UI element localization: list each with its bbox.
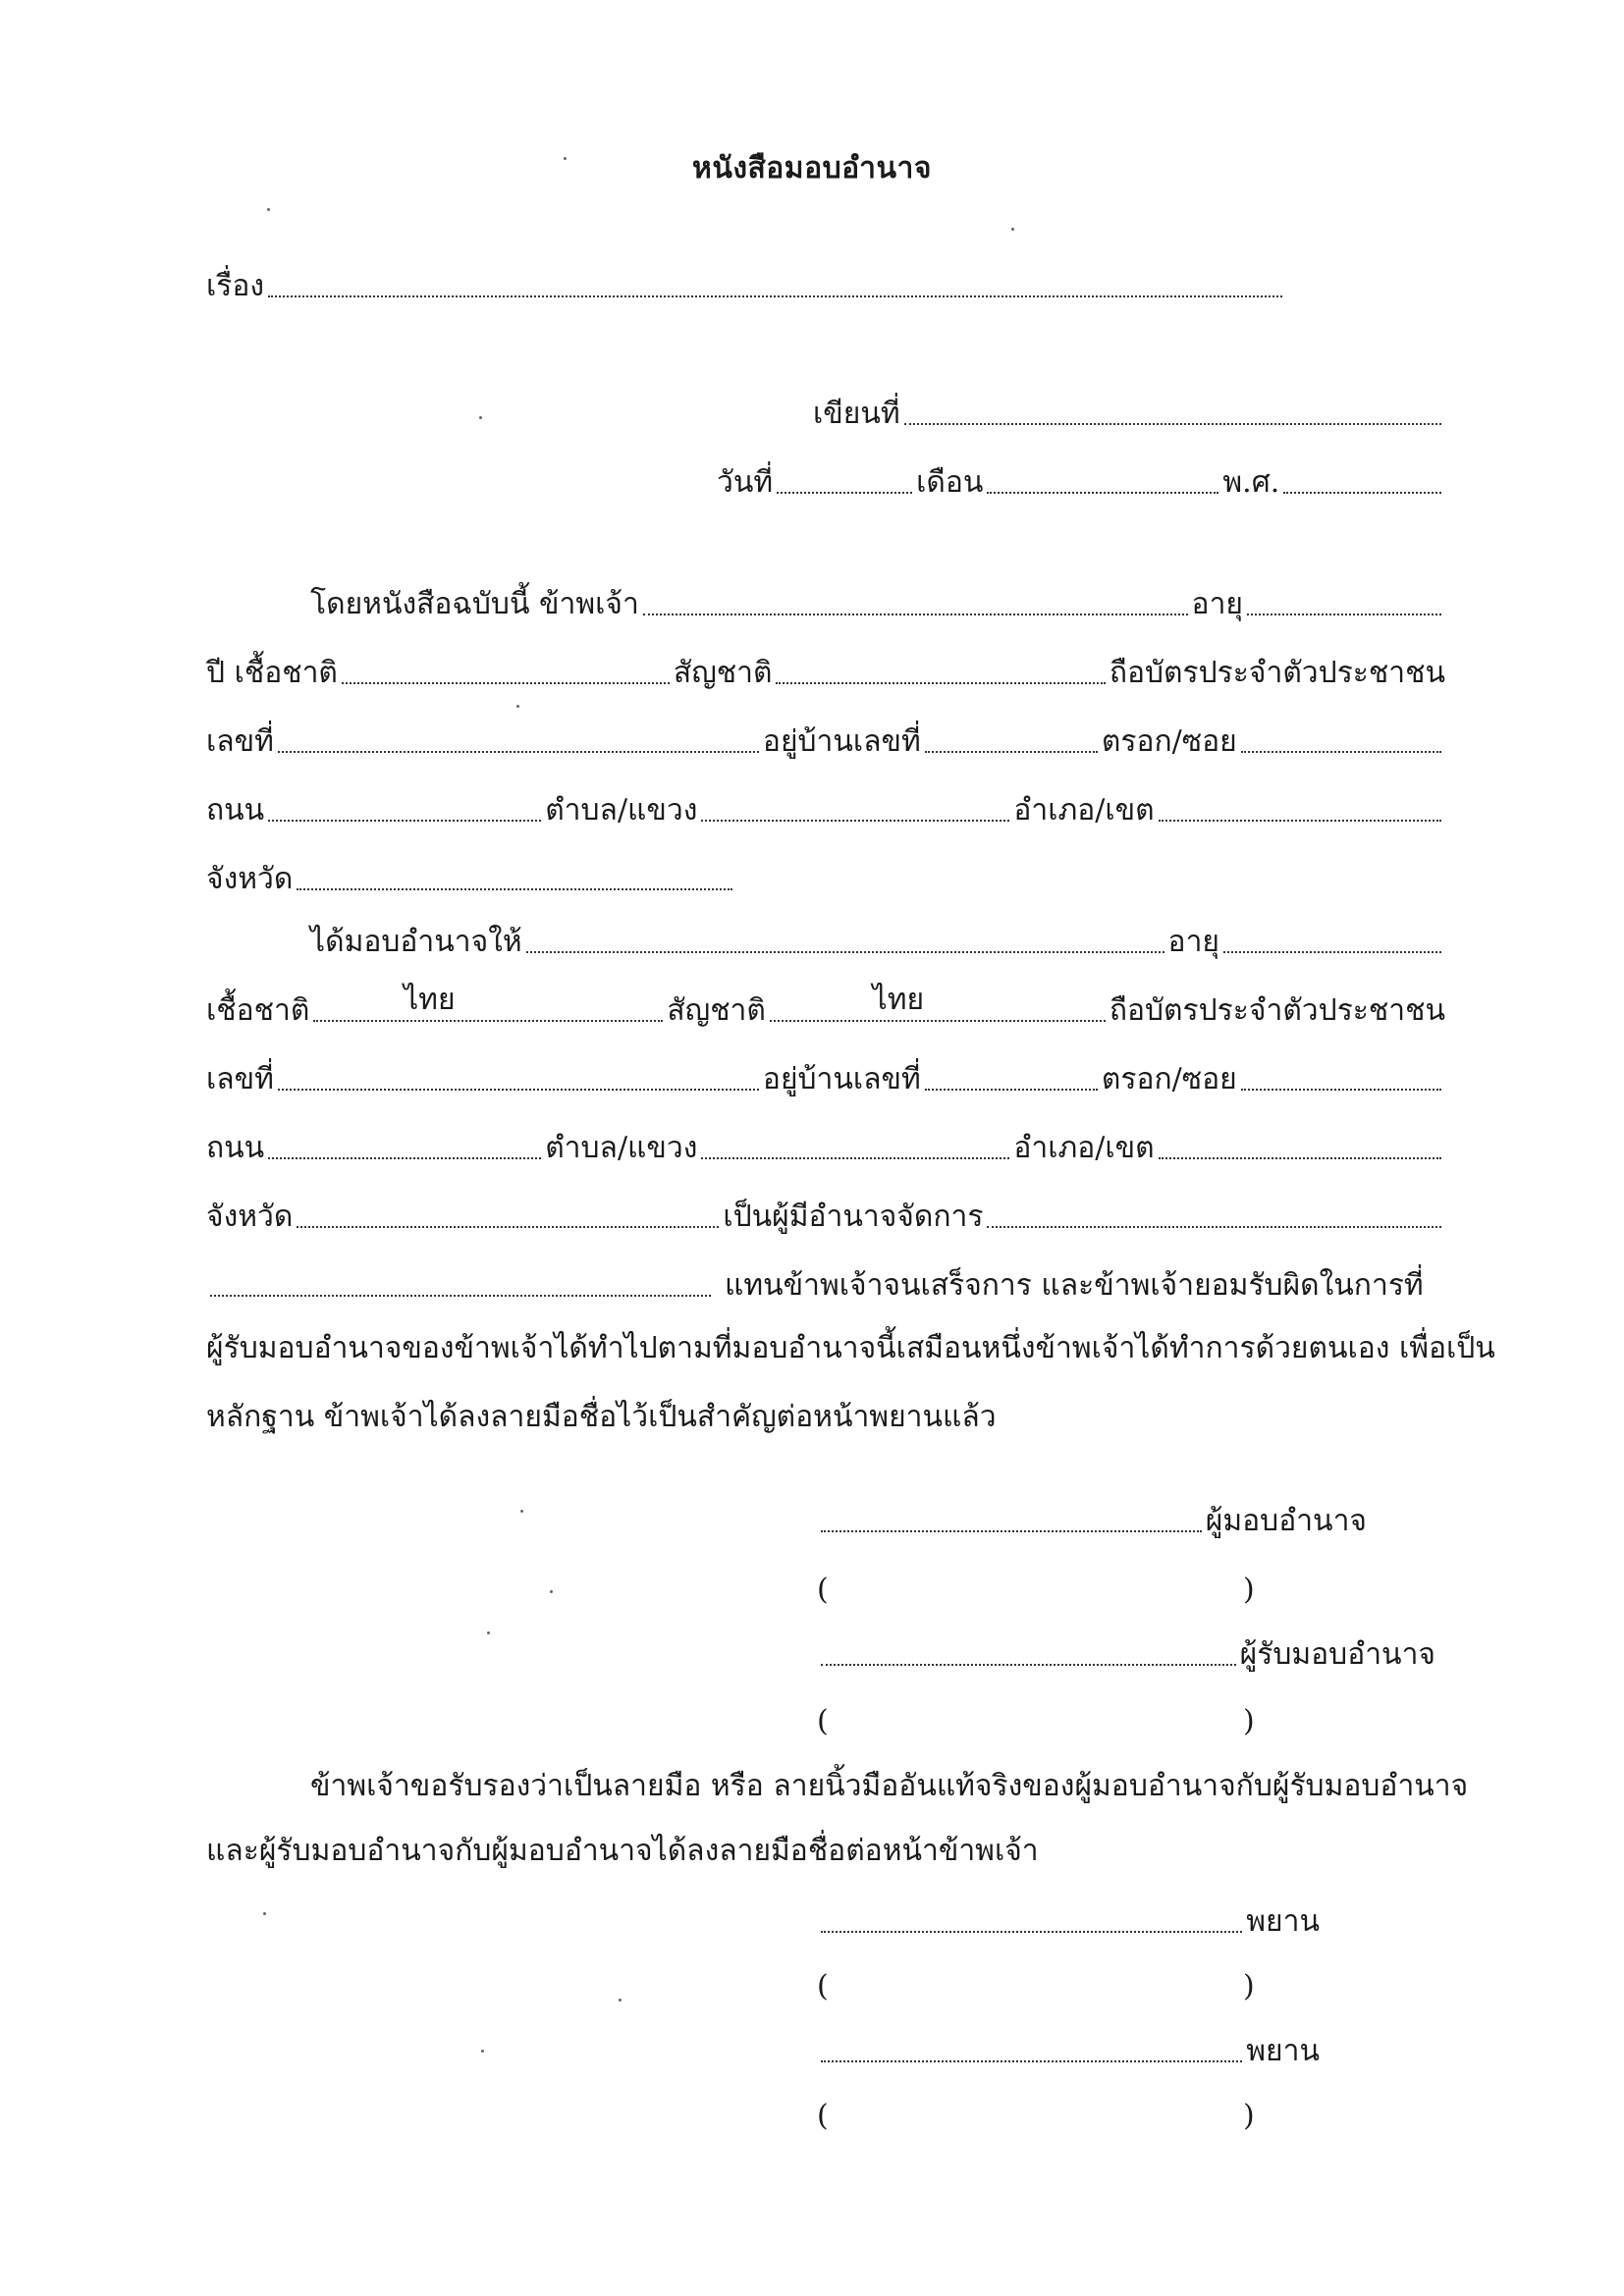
grantor-road-label: ถนน bbox=[206, 793, 265, 828]
witness1-label: พยาน bbox=[1246, 1904, 1320, 1939]
grantee-house-no-field[interactable] bbox=[925, 1089, 1098, 1091]
scan-speck bbox=[1011, 228, 1014, 231]
grantor-signature-row bbox=[817, 1502, 1367, 1541]
grantor-signature-field[interactable] bbox=[821, 1530, 1202, 1532]
grantor-printed-name-close: ) bbox=[1243, 1573, 1255, 1607]
grantee-district-label: อำเภอ/เขต bbox=[1013, 1131, 1155, 1165]
grantee-road-row bbox=[206, 1129, 1445, 1168]
grantor-year-race-label: ปี เชื้อชาติ bbox=[206, 656, 338, 690]
subject-field[interactable] bbox=[268, 295, 1282, 297]
grantee-house-no-label: อยู่บ้านเลขที่ bbox=[762, 1062, 921, 1096]
scan-speck bbox=[267, 208, 270, 211]
body-line1-tail: แทนข้าพเจ้าจนเสร็จการ และข้าพเจ้ายอมรับผิดในการที่ bbox=[725, 1268, 1424, 1303]
grantor-nationality-field[interactable] bbox=[776, 682, 1105, 684]
grantor-alley-label: ตรอก/ซอย bbox=[1101, 724, 1237, 759]
grantor-district-label: อำเภอ/เขต bbox=[1013, 793, 1155, 828]
grantee-race-field[interactable] bbox=[313, 983, 663, 1022]
grantee-id-number-field[interactable] bbox=[278, 1089, 759, 1091]
date-row bbox=[717, 463, 1445, 503]
grantor-intro-label: โดยหนังสือฉบับนี้ ข้าพเจ้า bbox=[310, 587, 639, 621]
authority-continuation-row bbox=[206, 1266, 1445, 1306]
grantor-name-row bbox=[310, 585, 1445, 624]
grantor-province-row bbox=[206, 860, 736, 899]
grantor-race-row bbox=[206, 654, 1445, 693]
grantee-signature-field[interactable] bbox=[821, 1664, 1236, 1666]
written-at-row bbox=[813, 395, 1445, 434]
grantee-signature-row bbox=[817, 1635, 1435, 1675]
body-line2: ผู้รับมอบอำนาจของข้าพเจ้าได้ทำไปตามที่มอบอำนาจนี้เสมือนหนึ่งข้าพเจ้าได้ทำการด้วยตนเอง เพื่อเป็น bbox=[206, 1331, 1495, 1365]
witness2-signature-row bbox=[817, 2032, 1320, 2071]
grantee-province-field[interactable] bbox=[297, 1226, 719, 1228]
grantee-name-row bbox=[310, 923, 1445, 962]
grantor-subdistrict-label: ตำบล/แขวง bbox=[545, 793, 698, 828]
grantee-road-field[interactable] bbox=[268, 1157, 541, 1159]
scan-speck bbox=[619, 1999, 622, 2002]
grantee-race-label: เชื้อชาติ bbox=[206, 993, 310, 1028]
page-title: หนังสือมอบอำนาจ bbox=[692, 151, 932, 186]
grantor-printed-name-open: ( bbox=[817, 1573, 829, 1607]
grantor-id-card-label: ถือบัตรประจำตัวประชาชน bbox=[1109, 656, 1445, 690]
grantor-road-row bbox=[206, 791, 1445, 830]
grantor-road-field[interactable] bbox=[268, 820, 541, 822]
grantor-signature-label: ผู้มอบอำนาจ bbox=[1205, 1504, 1367, 1538]
grantor-district-field[interactable] bbox=[1159, 820, 1441, 822]
grantor-id-number-field[interactable] bbox=[278, 751, 759, 753]
scan-speck bbox=[479, 416, 482, 419]
grantee-race-value: ไทย bbox=[404, 983, 456, 1017]
witness2-signature-field[interactable] bbox=[821, 2060, 1242, 2062]
scan-speck bbox=[516, 705, 519, 708]
date-year-label: พ.ศ. bbox=[1222, 465, 1280, 500]
grantor-province-field[interactable] bbox=[297, 888, 732, 890]
witness1-printed-name-open: ( bbox=[817, 1969, 829, 2003]
subject-label: เรื่อง bbox=[206, 269, 265, 303]
grantor-house-no-field[interactable] bbox=[925, 751, 1098, 753]
grantee-name-field[interactable] bbox=[526, 951, 1164, 953]
scan-speck bbox=[487, 1631, 490, 1634]
grantee-province-row bbox=[206, 1198, 1445, 1237]
date-day-field[interactable] bbox=[777, 492, 912, 494]
grantee-province-label: จังหวัด bbox=[206, 1200, 294, 1234]
grantor-province-label: จังหวัด bbox=[206, 862, 294, 896]
certification-line1: ข้าพเจ้าขอรับรองว่าเป็นลายมือ หรือ ลายนิ้วมืออันแท้จริงของผู้มอบอำนาจกับผู้รับมอบอำนาจ bbox=[310, 1769, 1469, 1803]
witness2-label: พยาน bbox=[1246, 2034, 1320, 2068]
grantor-race-field[interactable] bbox=[342, 682, 670, 684]
date-year-field[interactable] bbox=[1283, 492, 1441, 494]
scan-speck bbox=[520, 1510, 523, 1513]
grantor-age-field[interactable] bbox=[1247, 614, 1441, 615]
grantee-printed-name-open: ( bbox=[817, 1704, 829, 1738]
grantee-signature-label: ผู้รับมอบอำนาจ bbox=[1239, 1637, 1435, 1672]
date-month-field[interactable] bbox=[987, 492, 1218, 494]
date-month-label: เดือน bbox=[916, 465, 984, 500]
grantor-subdistrict-field[interactable] bbox=[701, 820, 1009, 822]
witness1-signature-field[interactable] bbox=[821, 1931, 1242, 1933]
witness2-printed-name-close: ) bbox=[1243, 2099, 1255, 2133]
grantee-number-label: เลขที่ bbox=[206, 1062, 274, 1096]
grantor-name-field[interactable] bbox=[643, 614, 1188, 615]
grantee-alley-field[interactable] bbox=[1241, 1089, 1441, 1091]
grantee-nationality-field[interactable] bbox=[770, 983, 1106, 1022]
grantee-district-field[interactable] bbox=[1159, 1157, 1441, 1159]
witness1-signature-row bbox=[817, 1902, 1320, 1942]
grantee-alley-label: ตรอก/ซอย bbox=[1101, 1062, 1237, 1096]
grantor-alley-field[interactable] bbox=[1241, 751, 1441, 753]
grantee-address-row bbox=[206, 1060, 1445, 1099]
written-at-label: เขียนที่ bbox=[813, 397, 900, 431]
grantee-race-row bbox=[206, 983, 1445, 1031]
grantee-nationality-label: สัญชาติ bbox=[667, 993, 766, 1028]
scan-speck bbox=[263, 1912, 266, 1915]
written-at-field[interactable] bbox=[904, 423, 1441, 425]
grantor-number-label: เลขที่ bbox=[206, 724, 274, 759]
grantee-road-label: ถนน bbox=[206, 1131, 265, 1165]
grantor-house-no-label: อยู่บ้านเลขที่ bbox=[762, 724, 921, 759]
grantee-subdistrict-label: ตำบล/แขวง bbox=[545, 1131, 698, 1165]
certification-line2: และผู้รับมอบอำนาจกับผู้มอบอำนาจได้ลงลายมือชื่อต่อหน้าข้าพเจ้า bbox=[206, 1834, 1039, 1868]
authority-continuation-field[interactable] bbox=[210, 1295, 711, 1297]
body-line3: หลักฐาน ข้าพเจ้าได้ลงลายมือชื่อไว้เป็นสำคัญต่อหน้าพยานแล้ว bbox=[206, 1400, 997, 1434]
grantee-age-label: อายุ bbox=[1167, 925, 1219, 959]
subject-row bbox=[206, 267, 1286, 306]
witness2-printed-name-open: ( bbox=[817, 2099, 829, 2133]
grantee-printed-name-close: ) bbox=[1243, 1704, 1255, 1738]
scan-speck bbox=[550, 1590, 553, 1593]
grantee-id-card-label: ถือบัตรประจำตัวประชาชน bbox=[1109, 993, 1445, 1028]
grantee-age-field[interactable] bbox=[1223, 951, 1441, 953]
grantee-intro-label: ได้มอบอำนาจให้ bbox=[310, 925, 522, 959]
scan-speck bbox=[564, 157, 567, 160]
grantee-nationality-value: ไทย bbox=[872, 983, 925, 1017]
scan-speck bbox=[481, 2050, 484, 2053]
grantor-address-row bbox=[206, 722, 1445, 762]
grantor-nationality-label: สัญชาติ bbox=[673, 656, 773, 690]
grantee-subdistrict-field[interactable] bbox=[701, 1157, 1009, 1159]
grantor-age-label: อายุ bbox=[1191, 587, 1243, 621]
date-day-label: วันที่ bbox=[717, 465, 774, 500]
grantee-authority-label: เป็นผู้มีอำนาจจัดการ bbox=[723, 1200, 984, 1234]
witness1-printed-name-close: ) bbox=[1243, 1969, 1255, 2003]
grantee-authority-field[interactable] bbox=[987, 1226, 1441, 1228]
